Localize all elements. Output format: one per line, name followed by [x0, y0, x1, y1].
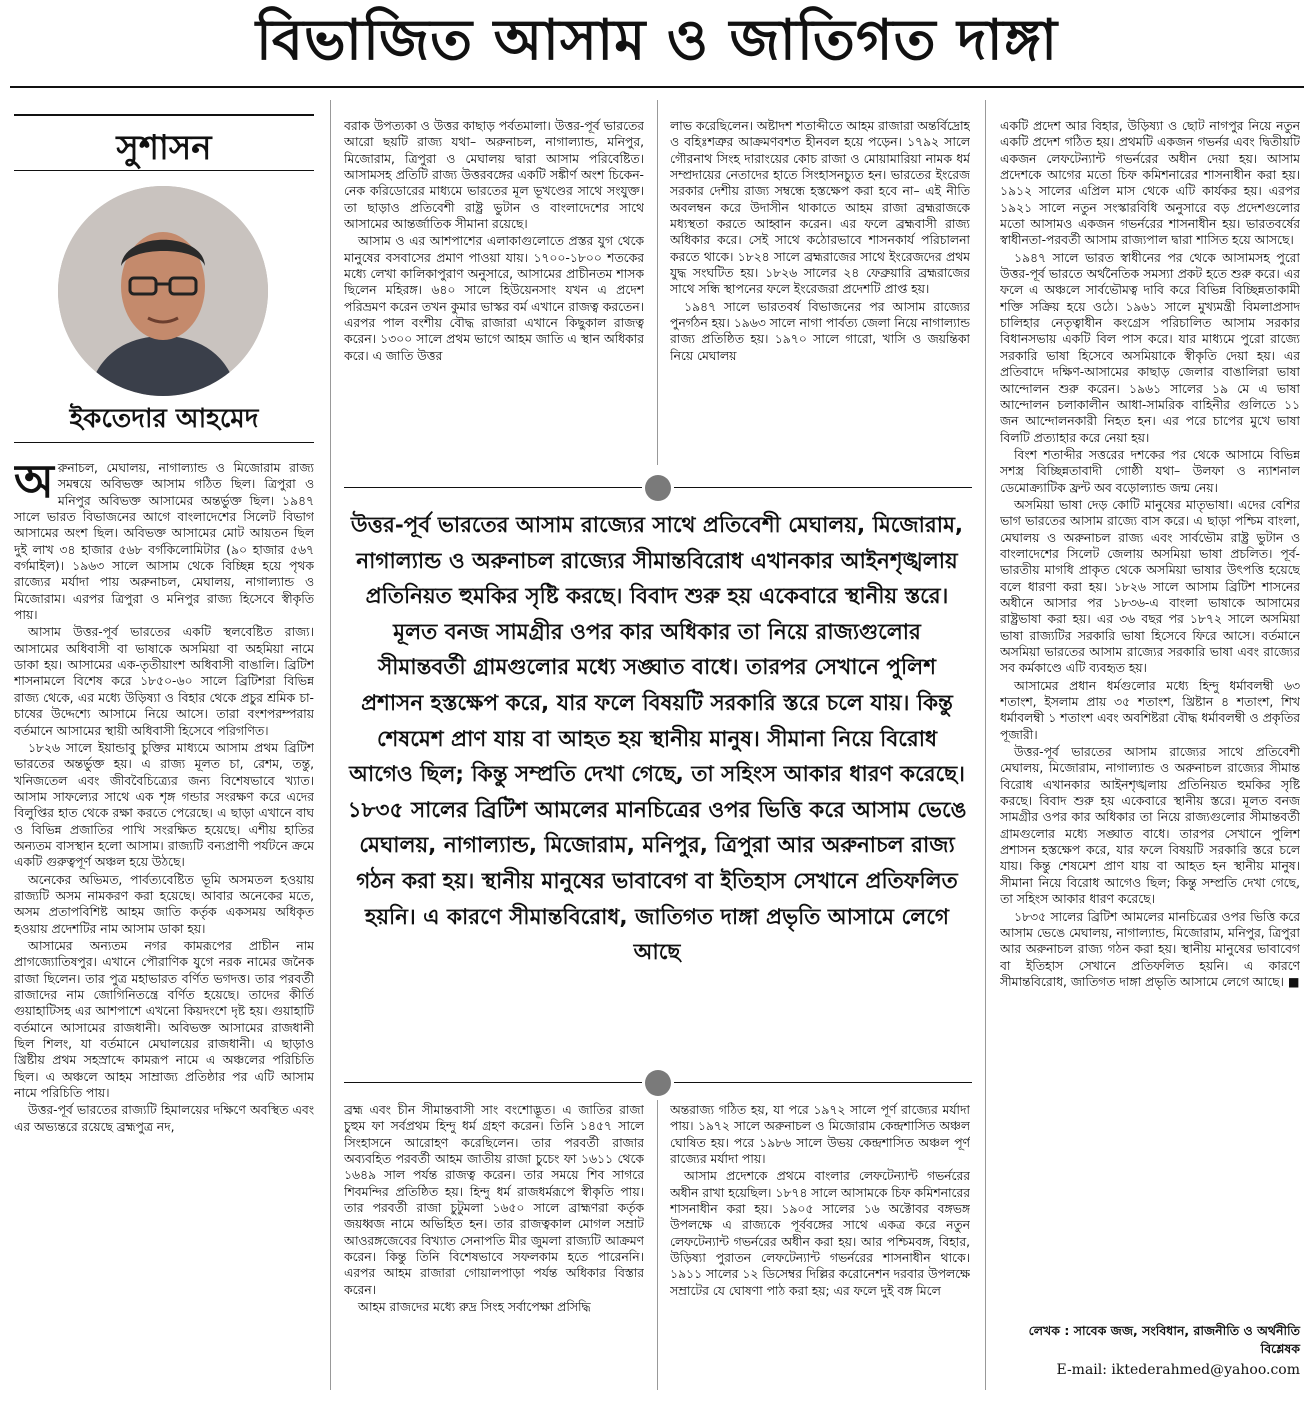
- paragraph: ১৮২৬ সালে ইয়ান্ডাবু চুক্তির মাধ্যমে আসাম প্রথম ব্রিটিশ ভারতের অন্তর্ভুক্ত হয়। এ রাজ্য মূলত চা, রেশম, তন্তু, খনিজতেল এবং জীববৈচিত্র্যের জন্য বিশেষভাবে খ্যাত। আসাম সাফল্যের সাথে এক শৃঙ্গ গন্ডার সংরক্ষণ করে এদের বিলুপ্তির হাত থেকে রক্ষা করতে পেরেছে। এ ছাড়া এখানে বাঘ ও বিভিন্ন প্রজাতির পাখি সংরক্ষিত হয়েছে। এশীয় হাতির অন্যতম বাসস্থান হলো আসাম। রাজ্যটি বন্যপ্রাণী পর্যটনে ক্রমে একটি গুরুত্বপূর্ণ অঞ্চল হয়ে উঠছে।: [14, 740, 314, 870]
- column-3-bottom: [670, 1102, 970, 1392]
- author-rule: [14, 442, 314, 443]
- headline-rule: [10, 86, 1304, 88]
- pull-quote-rule-bottom: [344, 1082, 642, 1083]
- column-3-top: [670, 118, 970, 463]
- paragraph: ১৮৩৫ সালের ব্রিটিশ আমলের মানচিত্রের ওপর ভিত্তি করে আসাম ভেঙে মেঘালয়, নাগাল্যান্ড, মিজোরাম, মনিপুর, ত্রিপুরা আর অরুনাচল রাজ্য গঠন করা হয়। স্থানীয় মানুষের ভাবাবেগ বা ইতিহাস সেখানে প্রতিফলিত হয়নি। এ কারণে সীমান্তবিরোধ, জাতিগত দাঙ্গা প্রভৃতি আসামে লেগে আছে। ■: [1000, 909, 1300, 989]
- author-photo: [58, 186, 268, 396]
- paragraph: বিংশ শতাব্দীর সত্তরের দশকের পর থেকে আসামে বিভিন্ন সশস্ত্র বিচ্ছিন্নতাবাদী গোষ্ঠী যথা– উলফা ও ন্যাশনাল ডেমোক্র্যাটিক ফ্রন্ট অব বড়োল্যান্ড জন্ম নেয়।: [1000, 447, 1300, 495]
- author-portrait-icon: [58, 186, 268, 396]
- paragraph: অনেকের অভিমত, পার্বত্যবেষ্টিত ভূমি অসমতল হওয়ায় রাজ্যটি অসম নামকরণ করা হয়েছে। আবার অনেকের মতে, অসম প্রতাপবিশিষ্ট আহম জাতি কর্তৃক একসময় অধিকৃত হওয়ায় প্রদেশটির নাম আসাম ডাকা হয়।: [14, 872, 314, 936]
- headline: বিভাজিত আসাম ও জাতিগত দাঙ্গা: [255, 8, 1059, 73]
- pull-quote-rule-top: [344, 487, 642, 488]
- author-credit: লেখক : সাবেক জজ, সংবিধান, রাজনীতি ও অর্থনীতি বিশ্লেষক: [1028, 1323, 1300, 1356]
- paragraph: আসাম ও এর আশপাশের এলাকাগুলোতে প্রস্তর যুগ থেকে মানুষের বসবাসের প্রমাণ পাওয়া যায়। ১৭০০-১৮০০ শতকের মধ্যে লেখা কালিকাপুরাণ অনুসারে, আসামের প্রাচীনতম শাসক ছিলেন মহিরঙ্গ। ৬৪০ সালে হিউয়েনসাং যখন এ প্রদেশ পরিভ্রমণ করেন তখন কুমার ভাস্কর বর্ম এখানে রাজত্ব করতেন। এরপর পাল বংশীয় বৌদ্ধ রাজারা এখানে কিছুকাল রাজত্ব করেন। ১৩০০ সালে প্রথম ভাগে আহম জাতি এ স্থান অধিকার করে। এ জাতি উত্তর: [344, 234, 644, 363]
- paragraph: ১৯৪৭ সালে ভারতবর্ষ বিভাজনের পর আসাম রাজ্যের পুনর্গঠন হয়। ১৯৬৩ সালে নাগা পার্বত্য জেলা নিয়ে নাগাল্যান্ড রাজ্য প্রতিষ্ঠিত হয়। ১৯৭০ সালে গারো, খাসি ও জয়ন্তিকা নিয়ে মেঘালয়: [670, 299, 970, 363]
- paragraph: ১৯৪৭ সালে ভারত স্বাধীনের পর থেকে আসামসহ পুরো উত্তর-পূর্ব ভারতে অর্থনৈতিক সমস্যা প্রকট হতে শুরু করে। এর ফলে এ অঞ্চলে সার্বভৌমত্ব দাবি করে বিভিন্ন বিচ্ছিন্নতাকামী শক্তি সক্রিয় হয়ে ওঠে। ১৯৬১ সালে মুখ্যমন্ত্রী বিমলাপ্রসাদ চালিহার নেতৃত্বাধীন কংগ্রেস পরিচালিত আসাম সরকার বিধানসভায় একটি বিল পাস করে। যার মাধ্যমে পুরো রাজ্যে সরকারি ভাষা হিসেবে অসমিয়াকে স্বীকৃতি দেয়া হয়। এর প্রতিবাদে দক্ষিণ-আসামের কাছাড় জেলার বাঙালিরা ভাষা আন্দোলন শুরু করেন। ১৯৬১ সালের ১৯ মে এ ভাষা আন্দোলন চলাকালীন আধা-সামরিক বাহিনীর গুলিতে ১১ জন আন্দোলনকারী নিহত হন। এর পরে চাপের মুখে ভাষা বিলটি প্রত্যাহার করে নেয়া হয়।: [1000, 250, 1300, 445]
- paragraph: আসামের প্রধান ধর্মগুলোর মধ্যে হিন্দু ধর্মাবলম্বী ৬৩ শতাংশ, ইসলাম প্রায় ৩৫ শতাংশ, খ্রিষ্টান ৪ শতাংশ, শিখ ধর্মাবলম্বী ১ শতাংশ এবং অবশিষ্টরা বৌদ্ধ ধর্মাবলম্বী ও প্রকৃতির পূজারী।: [1000, 678, 1300, 742]
- column-2-bottom: [344, 1102, 644, 1392]
- paragraph: আহম রাজদের মধ্যে রুদ্র সিংহ সর্বাপেক্ষা প্রসিদ্ধি: [358, 1300, 591, 1315]
- drop-cap: অ: [14, 460, 54, 508]
- bullet-dot-icon: [645, 475, 671, 501]
- paragraph: অন্তরাজ্য গঠিত হয়, যা পরে ১৯৭২ সালে পূর্ণ রাজ্যের মর্যাদা পায়। ১৯৭২ সালে অরুনাচল ও মিজোরাম কেন্দ্রশাসিত অঞ্চল ঘোষিত হয়। পরে ১৯৮৬ সালে উভয় কেন্দ্রশাসিত অঞ্চল পূর্ণ রাজ্যের মর্যাদা পায়।: [670, 1103, 970, 1167]
- paragraph: অসমিয়া ভাষা দেড় কোটি মানুষের মাতৃভাষা। এদের বেশির ভাগ ভারতের আসাম রাজ্যে বাস করে। এ ছাড়া পশ্চিম বাংলা, মেঘালয় ও অরুনাচল রাজ্য এবং সার্বভৌম রাষ্ট্র ভুটান ও বাংলাদেশের সিলেট জেলায় অসমিয়া ভাষা প্রচলিত। পূর্ব-ভারতীয় মাগধি প্রাকৃত থেকে অসমিয়া ভাষার উৎপত্তি হয়েছে বলে ধারণা করা হয়। ১৮২৬ সালে আসাম ব্রিটিশ শাসনের অধীনে আসার পর ১৮৩৬-এ বাংলা ভাষাকে আসামের রাষ্ট্রভাষা করা হয়। এর ৩৬ বছর পর ১৮৭২ সালে অসমিয়া ভাষা রাজ্যটির সরকারি ভাষা হিসেবে ফিরে আসে। বর্তমানে অসমিয়া ভারতের আসাম রাজ্যের সরকারি ভাষা এবং রাজ্যের সব কর্মকাণ্ডে এটি ব্যবহৃত হয়।: [1000, 497, 1300, 676]
- bullet-dot-icon: [645, 1070, 671, 1096]
- paragraph: অরুনাচল, মেঘালয়, নাগাল্যান্ড ও মিজোরাম রাজ্য সমন্বয়ে অবিভক্ত আসাম গঠিত ছিল। ত্রিপুরা ও মনিপুর অবিভক্ত আসামের অন্তর্ভুক্ত ছিল। ১৯৪৭ সালে ভারত বিভাজনের আগে বাংলাদেশের সিলেট বিভাগ আসামের অংশ ছিল। অবিভক্ত আসামের মোট আয়তন ছিল দুই লাখ ৩৪ হাজার ৫৬৮ বর্গকিলোমিটার (৯০ হাজার ৫৬৭ বর্গমাইল)। ১৯৬৩ সালে আসাম থেকে বিচ্ছিন্ন হয়ে পৃথক রাজ্যের মর্যাদা পায় অরুনাচল, মেঘালয়, নাগাল্যান্ড ও মিজোরাম। এরপর ত্রিপুরা ও মনিপুর রাজ্য হিসেবে স্বীকৃতি পায়।: [14, 460, 314, 623]
- column-divider: [657, 100, 658, 465]
- pull-quote-rule-top: [674, 487, 972, 488]
- column-2-top: [344, 118, 644, 463]
- paragraph: উত্তর-পূর্ব ভারতের আসাম রাজ্যের সাথে প্রতিবেশী মেঘালয়, মিজোরাম, নাগাল্যান্ড ও অরুনাচল রাজ্যের সীমান্ত বিরোধ এখানকার আইনশৃঙ্খলায় প্রতিনিয়ত হুমকির সৃষ্টি করছে। বিবাদ শুরু হয় একেবারে স্থানীয় স্তরে। মূলত বনজ সামগ্রীর ওপর কার অধিকার তা নিয়ে রাজ্যগুলোর সীমান্তবর্তী গ্রামগুলোর মধ্যে সঙ্ঘাত বাধে। তারপর সেখানে পুলিশ প্রশাসন হস্তক্ষেপ করে, যার ফলে বিষয়টি সরকারি স্তরে চলে যায়। কিন্তু শেষমেশ প্রাণ যায় বা আহত হন স্থানীয় মানুষ। সীমানা নিয়ে বিরোধ আগেও ছিল; কিন্তু সম্প্রতি দেখা গেছে, তা সহিংস আকার ধারণ করেছে।: [1000, 745, 1300, 907]
- paragraph: উত্তর-পূর্ব ভারতের রাজ্যটি হিমালয়ের দক্ষিণে অবস্থিত এবং এর অভ্যন্তরে রয়েছে ব্রহ্মপুত্র নদ,: [14, 1103, 314, 1134]
- pull-quote: উত্তর-পূর্ব ভারতের আসাম রাজ্যের সাথে প্রতিবেশী মেঘালয়, মিজোরাম, নাগাল্যান্ড ও অরুনাচল রাজ্যের সীমান্তবিরোধ এখানকার আইনশৃঙ্খলায় প্রতিনিয়ত হুমকির সৃষ্টি করছে। বিবাদ শুরু হয় একেবারে স্থানীয় স্তরে। মূলত বনজ সামগ্রীর ওপর কার অধিকার তা নিয়ে রাজ্যগুলোর সীমান্তবর্তী গ্রামগুলোর মধ্যে সঙ্ঘাত বাধে। তারপর সেখানে পুলিশ প্রশাসন হস্তক্ষেপ করে, যার ফলে বিষয়টি সরকারি স্তরে চলে যায়। কিন্তু শেষমেশ প্রাণ যায় বা আহত হয় স্থানীয় মানুষ। সীমানা নিয়ে বিরোধ আগেও ছিল; কিন্তু সম্প্রতি দেখা গেছে, তা সহিংস আকার ধারণ করেছে। ১৮৩৫ সালের ব্রিটিশ আমলের মানচিত্রের ওপর ভিত্তি করে আসাম ভেঙে মেঘালয়, নাগাল্যান্ড, মিজোরাম, মনিপুর, ত্রিপুরা আর অরুনাচল রাজ্য গঠন করা হয়। স্থানীয় মানুষের ভাবাবেগ বা ইতিহাস সেখানে প্রতিফলিত হয়নি। এ কারণে সীমান্তবিরোধ, জাতিগত দাঙ্গা প্রভৃতি আসামে লেগে আছে: [347, 513, 967, 966]
- column-divider: [657, 1100, 658, 1390]
- paragraph: বরাক উপত্যকা ও উত্তর কাছাড় পর্বতমালা। উত্তর-পূর্ব ভারতের আরো ছয়টি রাজ্য যথা– অরুনাচল, নাগাল্যান্ড, মনিপুর, মিজোরাম, ত্রিপুরা ও মেঘালয় দ্বারা আসাম পরিবেষ্টিত। আসামসহ প্রতিটি রাজ্য উত্তরবঙ্গের একটি সঙ্কীর্ণ অংশ চিকেন-নেক করিডোরের মাধ্যমে ভারতের মূল ভূখণ্ডের সাথে সংযুক্ত। তা ছাড়াও প্রতিবেশী রাষ্ট্র ভুটান ও বাংলাদেশের সাথে আসামের আন্তর্জাতিক সীমানা রয়েছে।: [344, 119, 644, 232]
- author-email: E-mail: iktederahmed@yahoo.com: [1056, 1362, 1300, 1378]
- column-title-rule-top: [14, 114, 314, 116]
- paragraph: আসাম প্রদেশকে প্রথমে বাংলার লেফটেন্যান্ট গভর্নরের অধীন রাখা হয়েছিল। ১৮৭৪ সালে আসামকে চিফ কমিশনারের শাসনাধীন করা হয়। ১৯০৫ সালের ১৬ অক্টোবর বঙ্গভঙ্গ উপলক্ষে এ রাজ্যকে পূর্ববঙ্গের সাথে একত্র করে নতুন লেফটেন্যান্ট গভর্নরের অধীন করা হয়। আর পশ্চিমবঙ্গ, বিহার, উড়িষ্যা পুরাতন লেফটেন্যান্ট গভর্নরের শাসনাধীন থাকে। ১৯১১ সালের ১২ ডিসেম্বর দিল্লির করোনেশন দরবার উপলক্ষে সম্রাটের যে ঘোষণা পাঠ করা হয়; এর ফলে দুই বঙ্গ মিলে: [670, 1169, 970, 1298]
- column-title: সুশাসন: [116, 128, 212, 168]
- author-name: ইকতেদার আহমেদ: [69, 404, 259, 434]
- pull-quote-rule-bottom: [674, 1082, 972, 1083]
- paragraph: আসামের অন্যতম নগর কামরূপের প্রাচীন নাম প্রাগজ্যোতিষপুর। এখানে পৌরাণিক যুগে নরক নামের জনৈক রাজা ছিলেন। তার পুত্র মহাভারত বর্ণিত ভগদত্ত। তার পরবর্তী রাজাদের নাম জোগিনিতন্ত্রে বর্ণিত হয়েছে। তাদের কীর্তি গুয়াহাটিসহ এর আশপাশে এখনো কিয়দংশে দৃষ্ট হয়। গুয়াহাটি বর্তমানে আসামের রাজধানী। অবিভক্ত আসামের রাজধানী ছিল শিলং, যা বর্তমানে মেঘালয়ের রাজধানী। এ ছাড়াও খ্রিষ্টীয় প্রথম সহস্রাব্দে কামরূপ নামে এ অঞ্চলের পরিচিতি ছিল। এ অঞ্চলে আহম সাম্রাজ্য প্রতিষ্ঠার পর এটি আসাম নামে পরিচিতি পায়।: [14, 938, 314, 1101]
- paragraph: আসাম উত্তর-পূর্ব ভারতের একটি স্থলবেষ্টিত রাজ্য। আসামের অধিবাসী বা ভাষাকে অসমিয়া বা অহমিয়া নামে ডাকা হয়। আসামের এক-তৃতীয়াংশ অধিবাসী বাঙালি। ব্রিটিশ শাসনামলে বিশেষ করে ১৮৫০-৬০ সালে ব্রিটিশরা বিভিন্ন রাজ্য থেকে, এর মধ্যে উড়িষ্যা ও বিহার থেকে প্রচুর শ্রমিক চা-চাষের উদ্দেশ্যে আসামে নিয়ে আসে। তারা বংশপরম্পরায় বর্তমানে আসামের স্থায়ী অধিবাসী হিসেবে পরিগণিত।: [14, 625, 314, 738]
- column-divider: [330, 100, 331, 1390]
- column-title-rule-bottom: [14, 170, 314, 171]
- paragraph: একটি প্রদেশ আর বিহার, উড়িষ্যা ও ছোট নাগপুর নিয়ে নতুন একটি প্রদেশ গঠিত হয়। প্রথমটি একজন গভর্নর এবং দ্বিতীয়টি একজন লেফটেন্যান্ট গভর্নরের অধীন দেয়া হয়। আসাম প্রদেশকে আগের মতো চিফ কমিশনারের শাসনাধীন করা হয়। ১৯১২ সালের এপ্রিল মাস থেকে এটি কার্যকর হয়। এরপর ১৯২১ সালে নতুন সংস্কারবিধি অনুসারে বড় প্রদেশগুলোর মতো আসামও একজন গভর্নরের শাসনাধীন হয়। ভারতবর্ষের স্বাধীনতা-পরবর্তী আসাম রাজ্যপাল দ্বারা শাসিত হয়ে আসছে।: [1000, 119, 1300, 248]
- paragraph: লাভ করেছিলেন। অষ্টাদশ শতাব্দীতে আহম রাজারা অন্তর্বিদ্রোহ ও বহিঃশত্রুর আক্রমণবশত হীনবল হয়ে পড়েন। ১৭৯২ সালে গৌরনাথ সিংহ দারাংয়ের কোচ রাজা ও মোয়ামারিয়া নামক ধর্ম সম্প্রদায়ের নেতাদের হাতে সিংহাসনচ্যুত হন। ভারতের ইংরেজ সরকার দেশীয় রাজ্য সম্বন্ধে হস্তক্ষেপ করা হবে না– এই নীতি অবলম্বন করে উদাসীন থাকাতে আহম রাজা ব্রহ্মরাজকে মধ্যস্থতা করতে আহ্বান করেন। এর ফলে ব্রহ্মবাসী রাজ্য অধিকার করে। সেই সাথে কঠোরভাবে শাসনকার্য পরিচালনা করতে থাকে। ১৮২৪ সালে ব্রহ্মরাজের সাথে ইংরেজদের প্রথম যুদ্ধ সংঘটিত হয়। ১৮২৬ সালের ২৪ ফেব্রুয়ারি ব্রহ্মরাজের সাথে সন্ধি স্থাপনের ফলে ইংরেজরা প্রদেশটি প্রাপ্ত হয়।: [670, 119, 970, 297]
- paragraph: ব্রহ্ম এবং চীন সীমান্তবাসী সাং বংশোদ্ভূত। এ জাতির রাজা চুহুম ফা সর্বপ্রথম হিন্দু ধর্ম গ্রহণ করেন। তিনি ১৪৫৭ সালে সিংহাসনে আরোহণ করেছিলেন। তার পরবর্তী রাজার অব্যবহিত পরবর্তী আহম জাতীয় রাজা চুচেং ফা ১৬১১ থেকে ১৬৪৯ সাল পর্যন্ত রাজত্ব করেন। তার সময়ে শিব সাগরে শিবমন্দির প্রতিষ্ঠিত হয়। হিন্দু ধর্ম রাজধর্মরূপে স্বীকৃতি পায়। তার পরবর্তী রাজা চুটুমলা ১৬৫০ সালে ব্রাহ্মণরা কর্তৃক জয়ধ্বজ নামে অভিহিত হন। তার রাজত্বকাল মোগল সম্রাট আওরঙ্গজেবের বিখ্যাত সেনাপতি মীর জুমলা রাজ্যটি আক্রমণ করেন। কিন্তু তিনি বিশেষভাবে সফলকাম হতে পারেননি। এরপর আহম রাজারা গোয়ালপাড়া পর্যন্ত অধিকার বিস্তার করেন।: [344, 1103, 644, 1297]
- column-divider: [985, 100, 986, 1390]
- column-4-body: [1000, 118, 1300, 1318]
- column-1-body: [14, 460, 314, 1390]
